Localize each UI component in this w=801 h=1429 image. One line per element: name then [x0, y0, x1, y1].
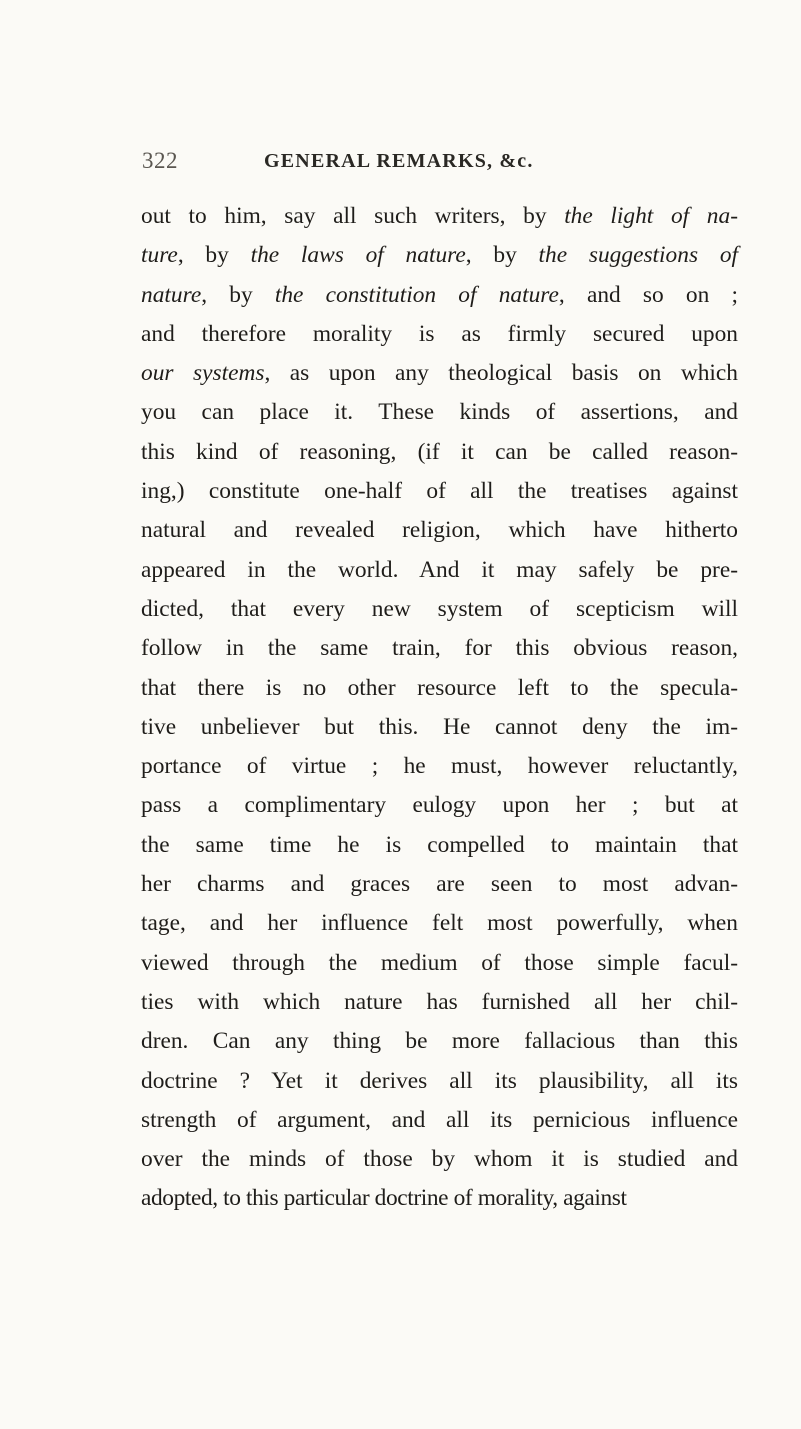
body-text-run: dren. Can any thing be more fallacious than this — [141, 1028, 738, 1055]
text-line — [141, 1101, 738, 1140]
text-line — [141, 944, 738, 983]
text-line — [141, 983, 738, 1022]
body-text-run: viewed through the medium of those simple facul- — [141, 949, 738, 976]
body-text-run: pass a complimentary eulogy upon her ; but at — [141, 792, 738, 819]
body-text-run: tage, and her influence felt most powerfully, when — [141, 910, 738, 937]
body-text-run: the same time he is compelled to maintain that — [141, 831, 738, 858]
running-title: GENERAL REMARKS, &c. — [264, 150, 534, 172]
body-text-run: , and so on ; — [558, 281, 739, 308]
body-text-run: and therefore morality is as firmly secured upon — [141, 320, 738, 347]
body-text-run: doctrine ? Yet it derives all its plausibility, all its — [141, 1067, 738, 1094]
text-line — [141, 1022, 738, 1061]
italic-text: the laws of nature — [250, 242, 466, 269]
body-text-run: appeared in the world. And it may safely be pre- — [141, 556, 738, 583]
body-text-run: this kind of reasoning, (if it can be called reason- — [141, 438, 738, 465]
body-text-run: , by — [177, 242, 251, 269]
text-line — [141, 276, 738, 315]
body-text-run: natural and revealed religion, which have hitherto — [141, 517, 738, 544]
body-text-run: her charms and graces are seen to most advan- — [141, 871, 738, 898]
text-line — [141, 904, 738, 943]
text-line — [141, 393, 738, 432]
body-text-run: , as upon any theological basis on which — [264, 360, 739, 387]
text-line — [141, 669, 738, 708]
text-line — [141, 1140, 738, 1179]
text-line — [141, 315, 738, 354]
text-line — [141, 708, 738, 747]
body-text-run: adopted, to this particular doctrine of morality, against — [141, 1185, 627, 1212]
body-text-run: that there is no other resource left to the specula- — [141, 674, 738, 701]
text-line — [141, 786, 738, 825]
body-text-run: , by — [201, 281, 275, 308]
page-number: 322 — [142, 148, 178, 173]
body-text-run: over the minds of those by whom it is studied and — [141, 1146, 738, 1173]
text-line — [141, 551, 738, 590]
text-line — [141, 826, 738, 865]
italic-text: the light of na- — [564, 203, 738, 229]
text-line — [141, 1179, 738, 1218]
italic-text: the constitution of nature — [274, 281, 559, 308]
text-line — [141, 236, 738, 275]
text-line — [141, 747, 738, 786]
text-line — [141, 472, 738, 511]
body-text-run: portance of virtue ; he must, however reluctantly, — [141, 753, 738, 780]
body-text-run: ties with which nature has furnished all her chil- — [141, 988, 738, 1015]
body-text-run: , by — [465, 242, 539, 269]
text-line — [141, 1062, 738, 1101]
text-line — [141, 865, 738, 904]
italic-text: ture — [141, 242, 178, 269]
body-text-run: tive unbeliever but this. He cannot deny the im- — [141, 713, 738, 740]
text-line — [141, 590, 738, 629]
body-text — [141, 197, 738, 1219]
running-head — [142, 148, 702, 178]
text-line — [141, 197, 738, 236]
text-line — [141, 511, 738, 550]
body-text-run: dicted, that every new system of scepticism will — [141, 595, 738, 622]
italic-text: nature — [141, 281, 202, 308]
italic-text: the suggestions of — [538, 242, 739, 269]
body-text-run: follow in the same train, for this obvious reason, — [141, 635, 738, 662]
text-line — [141, 629, 738, 668]
text-line — [141, 354, 738, 393]
body-text-run: ing,) constitute one-half of all the treatises against — [141, 478, 738, 505]
text-line — [141, 433, 738, 472]
body-text-run: out to him, say all such writers, by — [141, 203, 565, 229]
body-text-run: strength of argument, and all its pernicious influence — [141, 1106, 738, 1133]
body-text-run: you can place it. These kinds of assertions, and — [141, 399, 738, 426]
italic-text: our systems — [141, 360, 265, 387]
